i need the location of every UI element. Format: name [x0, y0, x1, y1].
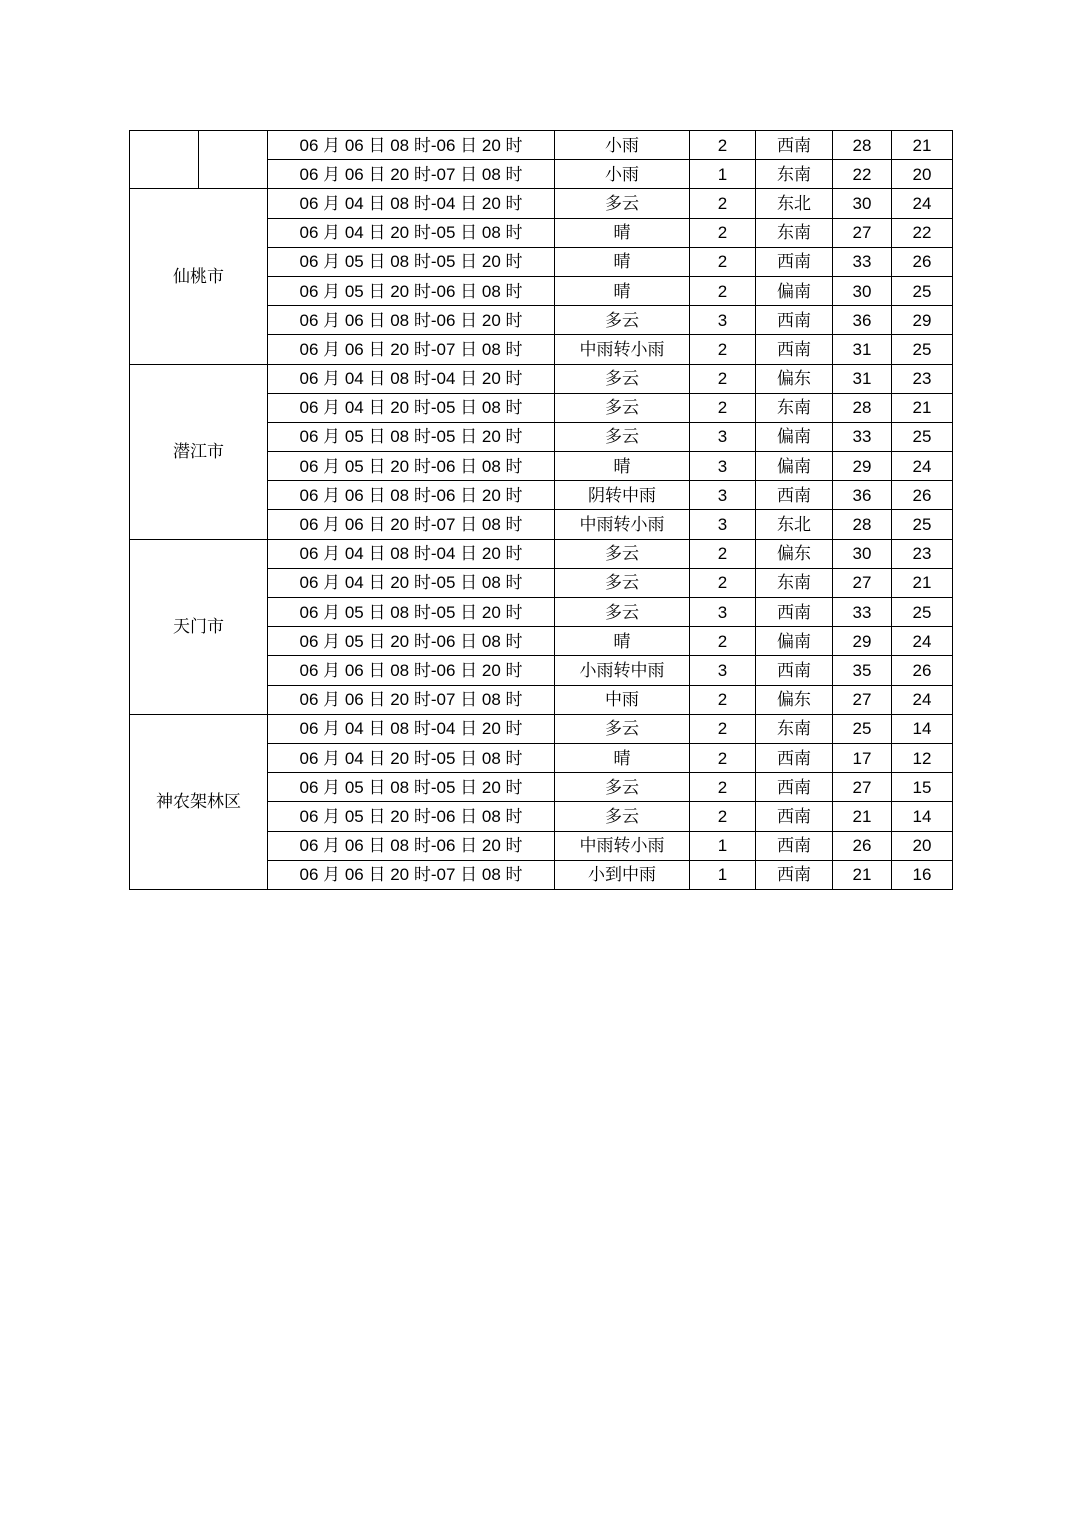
wind-direction-cell: 东南 [756, 714, 833, 743]
wind-direction-cell: 东南 [756, 160, 833, 189]
weather-cell: 多云 [555, 802, 690, 831]
min-temp-cell: 25 [892, 422, 953, 451]
weather-cell: 多云 [555, 422, 690, 451]
max-temp-cell: 33 [833, 422, 892, 451]
weather-cell: 晴 [555, 743, 690, 772]
wind-direction-cell: 东南 [756, 393, 833, 422]
weather-cell: 多云 [555, 773, 690, 802]
time-range-cell: 06 月 06 日 08 时-06 日 20 时 [268, 656, 555, 685]
wind-level-cell: 1 [690, 160, 756, 189]
wind-level-cell: 1 [690, 831, 756, 860]
wind-direction-cell: 西南 [756, 335, 833, 364]
min-temp-cell: 23 [892, 364, 953, 393]
wind-level-cell: 3 [690, 656, 756, 685]
wind-direction-cell: 东南 [756, 568, 833, 597]
min-temp-cell: 21 [892, 393, 953, 422]
weather-cell: 阴转中雨 [555, 481, 690, 510]
time-range-cell: 06 月 06 日 20 时-07 日 08 时 [268, 860, 555, 889]
time-range-cell: 06 月 05 日 20 时-06 日 08 时 [268, 452, 555, 481]
wind-direction-cell: 偏南 [756, 276, 833, 305]
min-temp-cell: 20 [892, 160, 953, 189]
wind-direction-cell: 西南 [756, 598, 833, 627]
wind-direction-cell: 西南 [756, 131, 833, 160]
time-range-cell: 06 月 06 日 08 时-06 日 20 时 [268, 131, 555, 160]
wind-level-cell: 3 [690, 306, 756, 335]
min-temp-cell: 22 [892, 218, 953, 247]
max-temp-cell: 33 [833, 598, 892, 627]
wind-level-cell: 2 [690, 364, 756, 393]
wind-level-cell: 3 [690, 481, 756, 510]
wind-level-cell: 2 [690, 131, 756, 160]
time-range-cell: 06 月 05 日 08 时-05 日 20 时 [268, 422, 555, 451]
wind-direction-cell: 西南 [756, 860, 833, 889]
wind-direction-cell: 东南 [756, 218, 833, 247]
weather-cell: 多云 [555, 306, 690, 335]
wind-direction-cell: 东北 [756, 189, 833, 218]
weather-cell: 多云 [555, 393, 690, 422]
weather-cell: 晴 [555, 247, 690, 276]
min-temp-cell: 12 [892, 743, 953, 772]
max-temp-cell: 31 [833, 364, 892, 393]
wind-direction-cell: 偏南 [756, 627, 833, 656]
time-range-cell: 06 月 04 日 08 时-04 日 20 时 [268, 189, 555, 218]
region-name-cell: 天门市 [130, 539, 268, 714]
time-range-cell: 06 月 04 日 08 时-04 日 20 时 [268, 364, 555, 393]
time-range-cell: 06 月 04 日 08 时-04 日 20 时 [268, 539, 555, 568]
wind-level-cell: 2 [690, 568, 756, 597]
min-temp-cell: 16 [892, 860, 953, 889]
wind-direction-cell: 西南 [756, 773, 833, 802]
wind-direction-cell: 偏南 [756, 452, 833, 481]
max-temp-cell: 28 [833, 510, 892, 539]
max-temp-cell: 30 [833, 539, 892, 568]
table-row [130, 189, 953, 218]
min-temp-cell: 21 [892, 568, 953, 597]
region-name-cell: 潜江市 [130, 364, 268, 539]
min-temp-cell: 25 [892, 276, 953, 305]
wind-direction-cell: 偏南 [756, 422, 833, 451]
weather-cell: 多云 [555, 598, 690, 627]
wind-direction-cell: 东北 [756, 510, 833, 539]
max-temp-cell: 31 [833, 335, 892, 364]
time-range-cell: 06 月 05 日 20 时-06 日 08 时 [268, 276, 555, 305]
time-range-cell: 06 月 04 日 20 时-05 日 08 时 [268, 568, 555, 597]
wind-level-cell: 2 [690, 539, 756, 568]
min-temp-cell: 25 [892, 335, 953, 364]
time-range-cell: 06 月 05 日 08 时-05 日 20 时 [268, 247, 555, 276]
max-temp-cell: 27 [833, 568, 892, 597]
wind-level-cell: 2 [690, 743, 756, 772]
time-range-cell: 06 月 06 日 08 时-06 日 20 时 [268, 831, 555, 860]
weather-cell: 中雨转小雨 [555, 510, 690, 539]
wind-level-cell: 2 [690, 802, 756, 831]
min-temp-cell: 26 [892, 247, 953, 276]
time-range-cell: 06 月 06 日 08 时-06 日 20 时 [268, 481, 555, 510]
empty-region-cell [130, 131, 199, 189]
time-range-cell: 06 月 05 日 08 时-05 日 20 时 [268, 598, 555, 627]
min-temp-cell: 15 [892, 773, 953, 802]
wind-direction-cell: 西南 [756, 802, 833, 831]
weather-cell: 中雨转小雨 [555, 831, 690, 860]
region-name-cell: 神农架林区 [130, 714, 268, 889]
table-row [130, 364, 953, 393]
max-temp-cell: 29 [833, 627, 892, 656]
weather-cell: 多云 [555, 364, 690, 393]
max-temp-cell: 33 [833, 247, 892, 276]
min-temp-cell: 14 [892, 802, 953, 831]
min-temp-cell: 20 [892, 831, 953, 860]
wind-level-cell: 2 [690, 247, 756, 276]
wind-level-cell: 2 [690, 276, 756, 305]
wind-direction-cell: 西南 [756, 306, 833, 335]
max-temp-cell: 28 [833, 131, 892, 160]
max-temp-cell: 21 [833, 802, 892, 831]
time-range-cell: 06 月 05 日 20 时-06 日 08 时 [268, 627, 555, 656]
min-temp-cell: 24 [892, 627, 953, 656]
max-temp-cell: 27 [833, 218, 892, 247]
wind-level-cell: 1 [690, 860, 756, 889]
max-temp-cell: 27 [833, 773, 892, 802]
weather-cell: 多云 [555, 539, 690, 568]
wind-direction-cell: 西南 [756, 743, 833, 772]
max-temp-cell: 26 [833, 831, 892, 860]
max-temp-cell: 28 [833, 393, 892, 422]
weather-cell: 小雨转中雨 [555, 656, 690, 685]
max-temp-cell: 30 [833, 189, 892, 218]
min-temp-cell: 29 [892, 306, 953, 335]
table-row [130, 539, 953, 568]
wind-level-cell: 2 [690, 335, 756, 364]
max-temp-cell: 36 [833, 306, 892, 335]
wind-level-cell: 2 [690, 189, 756, 218]
min-temp-cell: 24 [892, 189, 953, 218]
wind-level-cell: 2 [690, 714, 756, 743]
time-range-cell: 06 月 06 日 20 时-07 日 08 时 [268, 335, 555, 364]
empty-subregion-cell [199, 131, 268, 189]
max-temp-cell: 29 [833, 452, 892, 481]
time-range-cell: 06 月 04 日 08 时-04 日 20 时 [268, 714, 555, 743]
max-temp-cell: 36 [833, 481, 892, 510]
max-temp-cell: 22 [833, 160, 892, 189]
wind-direction-cell: 西南 [756, 656, 833, 685]
weather-cell: 晴 [555, 627, 690, 656]
time-range-cell: 06 月 06 日 20 时-07 日 08 时 [268, 160, 555, 189]
time-range-cell: 06 月 06 日 08 时-06 日 20 时 [268, 306, 555, 335]
time-range-cell: 06 月 04 日 20 时-05 日 08 时 [268, 393, 555, 422]
time-range-cell: 06 月 06 日 20 时-07 日 08 时 [268, 510, 555, 539]
max-temp-cell: 17 [833, 743, 892, 772]
min-temp-cell: 25 [892, 598, 953, 627]
wind-level-cell: 3 [690, 510, 756, 539]
weather-cell: 多云 [555, 568, 690, 597]
wind-level-cell: 2 [690, 218, 756, 247]
min-temp-cell: 26 [892, 481, 953, 510]
min-temp-cell: 23 [892, 539, 953, 568]
min-temp-cell: 24 [892, 452, 953, 481]
weather-cell: 多云 [555, 714, 690, 743]
time-range-cell: 06 月 05 日 20 时-06 日 08 时 [268, 802, 555, 831]
time-range-cell: 06 月 05 日 08 时-05 日 20 时 [268, 773, 555, 802]
weather-cell: 晴 [555, 218, 690, 247]
wind-direction-cell: 偏东 [756, 539, 833, 568]
wind-direction-cell: 西南 [756, 481, 833, 510]
weather-cell: 小雨 [555, 131, 690, 160]
wind-direction-cell: 西南 [756, 831, 833, 860]
max-temp-cell: 30 [833, 276, 892, 305]
wind-level-cell: 2 [690, 773, 756, 802]
wind-direction-cell: 偏东 [756, 364, 833, 393]
weather-cell: 晴 [555, 452, 690, 481]
time-range-cell: 06 月 04 日 20 时-05 日 08 时 [268, 743, 555, 772]
time-range-cell: 06 月 04 日 20 时-05 日 08 时 [268, 218, 555, 247]
forecast-table [129, 130, 953, 890]
weather-cell: 小到中雨 [555, 860, 690, 889]
wind-level-cell: 2 [690, 627, 756, 656]
wind-direction-cell: 西南 [756, 247, 833, 276]
weather-cell: 中雨转小雨 [555, 335, 690, 364]
forecast-table-body [130, 131, 953, 890]
weather-cell: 中雨 [555, 685, 690, 714]
wind-level-cell: 2 [690, 685, 756, 714]
wind-level-cell: 2 [690, 393, 756, 422]
wind-level-cell: 3 [690, 598, 756, 627]
min-temp-cell: 24 [892, 685, 953, 714]
min-temp-cell: 25 [892, 510, 953, 539]
wind-direction-cell: 偏东 [756, 685, 833, 714]
table-row [130, 714, 953, 743]
time-range-cell: 06 月 06 日 20 时-07 日 08 时 [268, 685, 555, 714]
max-temp-cell: 21 [833, 860, 892, 889]
region-name-cell: 仙桃市 [130, 189, 268, 364]
weather-cell: 多云 [555, 189, 690, 218]
wind-level-cell: 3 [690, 422, 756, 451]
weather-cell: 晴 [555, 276, 690, 305]
max-temp-cell: 35 [833, 656, 892, 685]
min-temp-cell: 14 [892, 714, 953, 743]
min-temp-cell: 26 [892, 656, 953, 685]
max-temp-cell: 25 [833, 714, 892, 743]
table-row [130, 131, 953, 160]
weather-cell: 小雨 [555, 160, 690, 189]
wind-level-cell: 3 [690, 452, 756, 481]
min-temp-cell: 21 [892, 131, 953, 160]
max-temp-cell: 27 [833, 685, 892, 714]
